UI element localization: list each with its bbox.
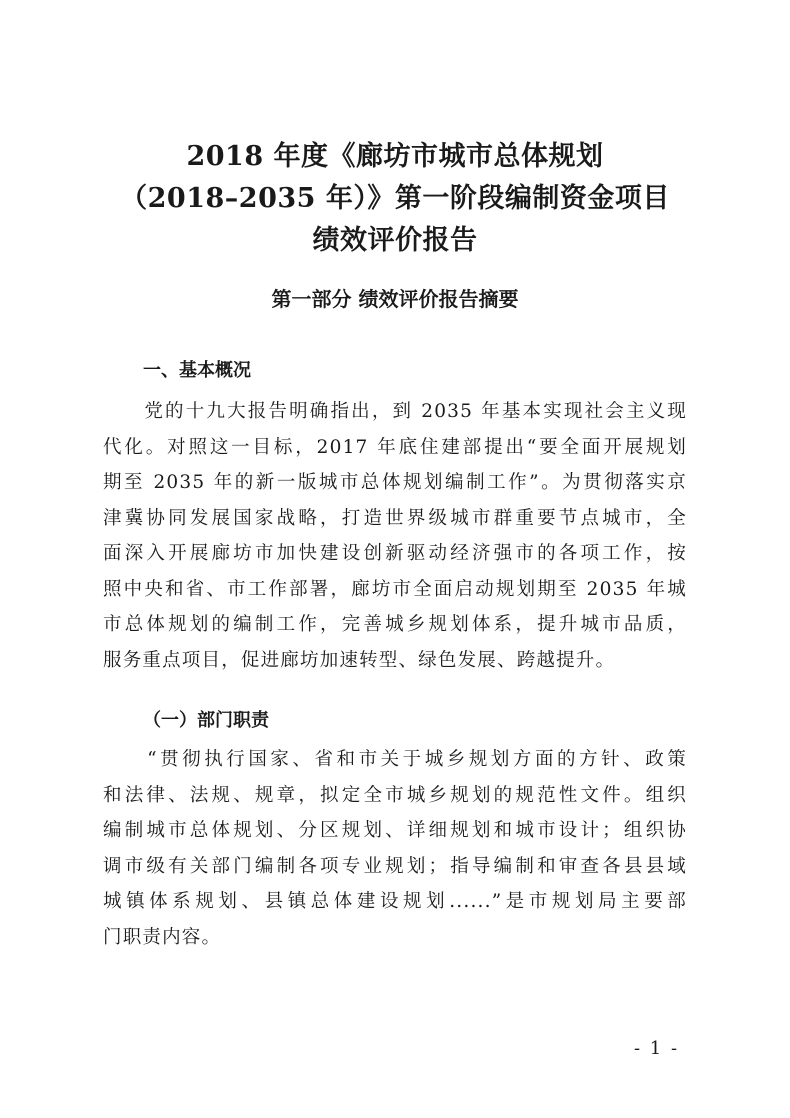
paragraph-line: 编制城市总体规划、分区规划、详细规划和城市设计；组织协 [103,820,687,841]
paragraph-line: 门职责内容。 [103,926,222,948]
page-number: - 1 - [634,1038,680,1059]
paragraph-line: 代化。对照这一目标，2017 年底住建部提出“要全面开展规划 [103,436,687,458]
title-line-3: 绩效评价报告 [312,225,478,256]
paragraph-line: 市总体规划的编制工作，完善城乡规划体系，提升城市品质， [103,614,687,635]
document-subtitle: 第一部分 绩效评价报告摘要 [271,287,519,311]
paragraph-line: 和法律、法规、规章，拟定全市城乡规划的规范性文件。组织 [103,784,687,806]
title-line-1: 2018 年度《廊坊市城市总体规划 [186,141,604,172]
paragraph-basic-overview [103,394,687,678]
paragraph-line: 党的十九大报告明确指出，到 2035 年基本实现社会主义现 [103,401,687,422]
paragraph-line: 津冀协同发展国家战略，打造世界级城市群重要节点城市，全 [103,507,687,529]
paragraph-line: 面深入开展廊坊市加快建设创新驱动经济强市的各项工作，按 [103,543,687,564]
section-heading-department-duties: （一）部门职责 [143,710,269,731]
paragraph-line: “贯彻执行国家、省和市关于城乡规划方面的方针、政策 [103,749,687,770]
paragraph-department-duties [103,742,687,955]
paragraph-line: 服务重点项目，促进廊坊加速转型、绿色发展、跨越提升。 [103,649,616,671]
paragraph-line: 期至 2035 年的新一版城市总体规划编制工作”。为贯彻落实京 [103,472,687,493]
title-line-2: （2018–2035 年）》第一阶段编制资金项目 [120,183,670,214]
section-heading-basic-overview: 一、基本概况 [143,360,251,381]
document-title [90,136,700,262]
paragraph-line: 调市级有关部门编制各项专业规划；指导编制和审查各县县域 [103,855,687,877]
paragraph-line: 照中央和省、市工作部署，廊坊市全面启动规划期至 2035 年城 [103,578,687,600]
paragraph-line: 城镇体系规划、县镇总体建设规划......”是市规划局主要部 [103,891,687,912]
